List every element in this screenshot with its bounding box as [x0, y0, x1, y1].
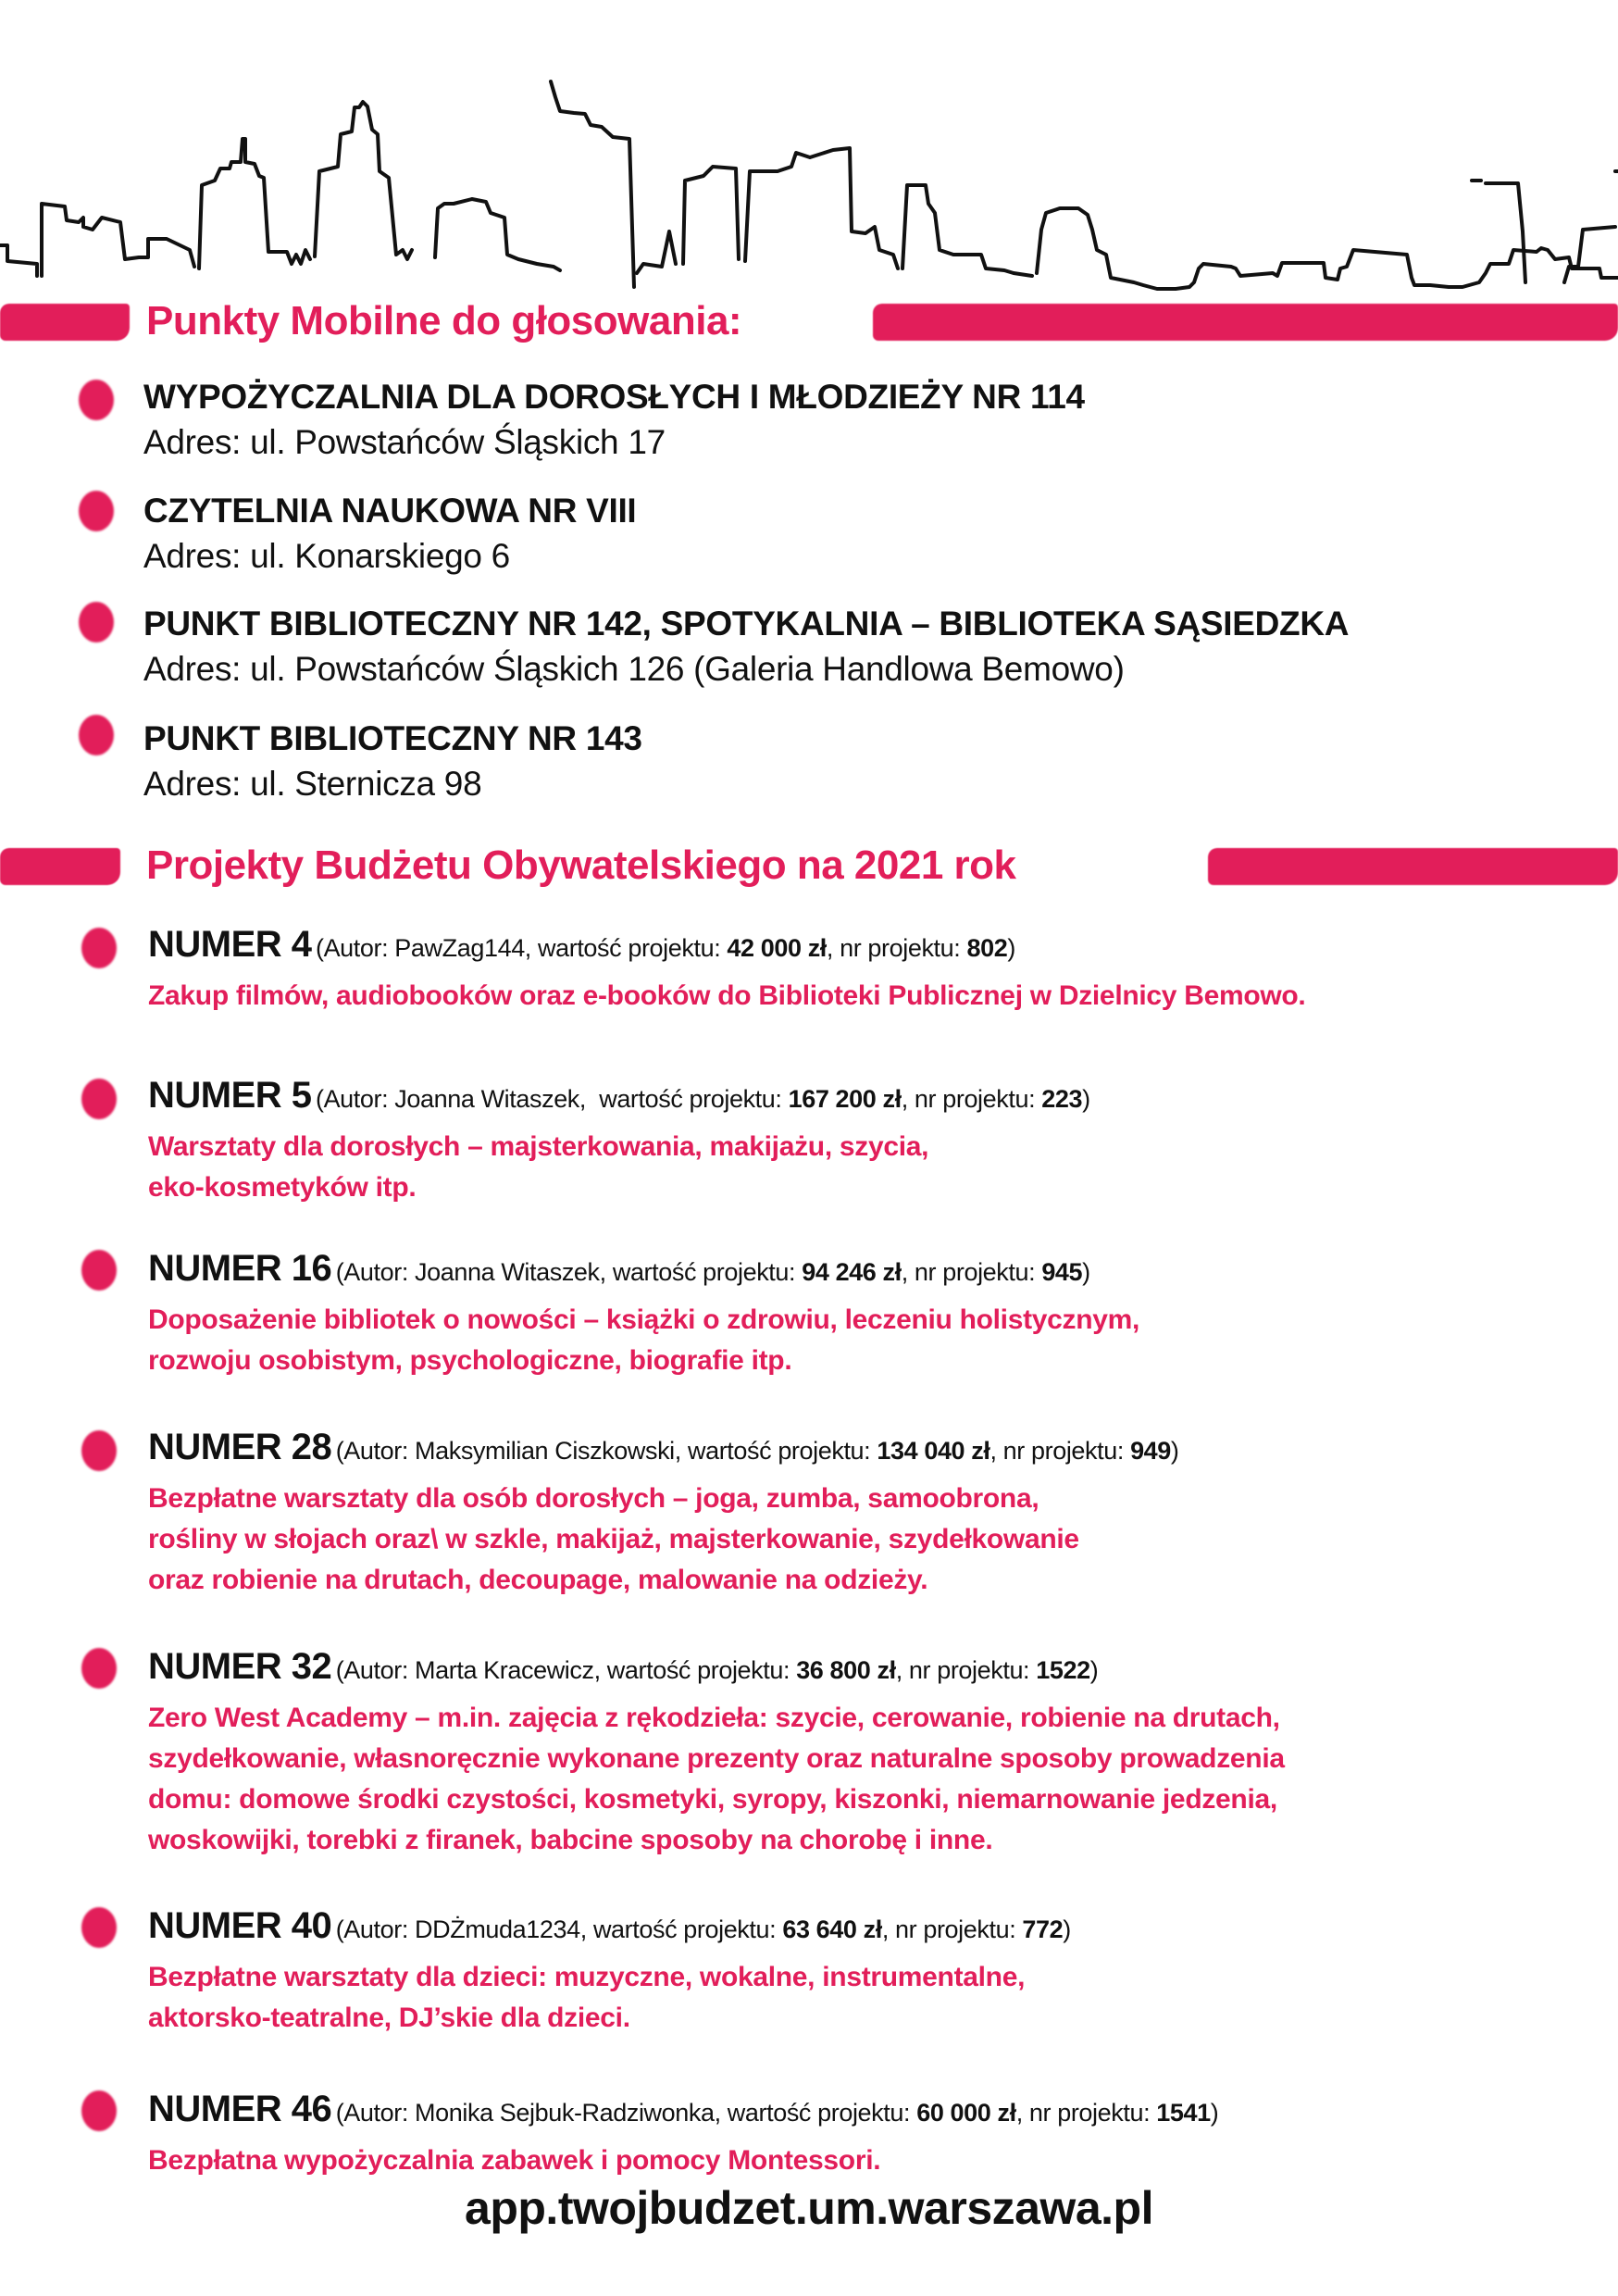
project-item	[148, 1903, 1592, 2039]
bullet-icon	[81, 1250, 117, 1291]
project-description: Zero West Academy – m.in. zajęcia z rękodzieła: szycie, cerowanie, robienie na drutach, szydełkowanie, własnoręcznie wykonane prezenty oraz naturalne sposoby prowadzenia domu: domowe środki czystości, kosmetyki, syropy, kiszonki, niemarnowanie jedzenia, woskowijki, torebki z firanek, babcine sposoby na chorobę i inne.	[148, 1703, 1285, 1855]
project-description: Warsztaty dla dorosłych – majsterkowania, makijażu, szycia, eko-kosmetyków itp.	[148, 1131, 929, 1203]
project-meta: (Autor: Maksymilian Ciszkowski, wartość projektu: 134 040 zł, nr projektu: 949)	[335, 1437, 1179, 1465]
project-number: NUMER 46	[148, 2089, 332, 2129]
project-item	[148, 1643, 1592, 1861]
bullet-icon	[81, 1907, 117, 1948]
point-address: Adres: ul. Sternicza 98	[143, 765, 482, 803]
project-item	[148, 1245, 1592, 1381]
section-title: Projekty Budżetu Obywatelskiego na 2021 rok	[146, 842, 1016, 888]
section-header-projects	[0, 842, 1618, 889]
project-description: Doposażenie bibliotek o nowości – książki o zdrowiu, leczeniu holistycznym, rozwoju osobistym, psychologiczne, biografie itp.	[148, 1304, 1140, 1376]
project-item	[148, 1424, 1592, 1601]
project-item	[148, 921, 1592, 1017]
project-number: NUMER 28	[148, 1427, 332, 1467]
project-number: NUMER 16	[148, 1248, 332, 1289]
project-meta: (Autor: Marta Kracewicz, wartość projektu: 36 800 zł, nr projektu: 1522)	[335, 1656, 1099, 1684]
bullet-icon	[81, 1430, 117, 1471]
project-description: Bezpłatne warsztaty dla dzieci: muzyczne, wokalne, instrumentalne, aktorsko-teatralne, DJ’skie dla dzieci.	[148, 1962, 1026, 2033]
point-name: PUNKT BIBLIOTECZNY NR 142, SPOTYKALNIA – BIBLIOTEKA SĄSIEDZKA	[143, 605, 1350, 643]
project-item	[148, 2086, 1592, 2181]
list-item	[143, 489, 1587, 580]
project-header	[148, 1072, 1592, 1127]
project-id: 1522	[1036, 1656, 1090, 1684]
brush-stroke-left	[0, 848, 120, 885]
project-meta: (Autor: Monika Sejbuk-Radziwonka, wartość projektu: 60 000 zł, nr projektu: 1541)	[335, 2099, 1219, 2127]
section-title: Punkty Mobilne do głosowania:	[146, 298, 742, 343]
project-item	[148, 1072, 1592, 1208]
project-number: NUMER 5	[148, 1075, 312, 1116]
project-header	[148, 921, 1592, 976]
project-header	[148, 1643, 1592, 1698]
point-name: PUNKT BIBLIOTECZNY NR 143	[143, 719, 642, 757]
project-header	[148, 2086, 1592, 2140]
project-header	[148, 1245, 1592, 1300]
project-meta: (Autor: Joanna Witaszek, wartość projektu: 167 200 zł, nr projektu: 223)	[315, 1085, 1090, 1113]
project-description: Zakup filmów, audiobooków oraz e-booków do Biblioteki Publicznej w Dzielnicy Bemowo.	[148, 980, 1306, 1011]
point-address: Adres: ul. Powstańców Śląskich 126 (Galeria Handlowa Bemowo)	[143, 650, 1125, 688]
brush-stroke-right	[1208, 848, 1618, 885]
project-id: 949	[1130, 1437, 1171, 1465]
bullet-icon	[81, 1648, 117, 1689]
project-value: 63 640 zł	[782, 1915, 882, 1943]
project-id: 1541	[1156, 2099, 1211, 2127]
project-value: 94 246 zł	[802, 1258, 902, 1286]
project-value: 60 000 zł	[916, 2099, 1016, 2127]
project-number: NUMER 40	[148, 1905, 332, 1946]
brush-stroke-left	[0, 304, 130, 341]
project-value: 42 000 zł	[727, 934, 827, 962]
project-id: 223	[1041, 1085, 1083, 1113]
project-meta: (Autor: Joanna Witaszek, wartość projektu: 94 246 zł, nr projektu: 945)	[335, 1258, 1090, 1286]
project-value: 167 200 zł	[788, 1085, 902, 1113]
project-meta: (Autor: DDŻmuda1234, wartość projektu: 63 640 zł, nr projektu: 772)	[335, 1915, 1071, 1943]
project-header	[148, 1903, 1592, 1957]
project-description: Bezpłatna wypożyczalnia zabawek i pomocy Montessori.	[148, 2145, 881, 2176]
bullet-icon	[81, 1079, 117, 1119]
project-value: 36 800 zł	[796, 1656, 896, 1684]
point-name: WYPOŻYCZALNIA DLA DOROSŁYCH I MŁODZIEŻY NR 114	[143, 378, 1085, 416]
bullet-icon	[79, 380, 114, 420]
bullet-icon	[79, 491, 114, 531]
footer-url-link[interactable]: app.twojbudzet.um.warszawa.pl	[465, 2182, 1153, 2234]
point-address: Adres: ul. Powstańców Śląskich 17	[143, 423, 666, 461]
project-number: NUMER 4	[148, 924, 312, 965]
project-header	[148, 1424, 1592, 1479]
section-header-points	[0, 298, 1618, 344]
warsaw-skyline-icon	[0, 19, 1618, 296]
project-id: 772	[1022, 1915, 1064, 1943]
bullet-icon	[81, 2090, 117, 2131]
brush-stroke-right	[873, 304, 1618, 341]
list-item	[143, 717, 1587, 807]
list-item	[143, 375, 1587, 466]
project-value: 134 040 zł	[877, 1437, 990, 1465]
list-item	[143, 602, 1587, 693]
point-name: CZYTELNIA NAUKOWA NR VIII	[143, 492, 637, 530]
bullet-icon	[79, 602, 114, 643]
bullet-icon	[81, 928, 117, 968]
project-id: 802	[966, 934, 1008, 962]
project-id: 945	[1041, 1258, 1083, 1286]
project-meta: (Autor: PawZag144, wartość projektu: 42 000 zł, nr projektu: 802)	[315, 934, 1015, 962]
project-number: NUMER 32	[148, 1646, 332, 1687]
project-description: Bezpłatne warsztaty dla osób dorosłych – joga, zumba, samoobrona, rośliny w słojach oraz\ w szkle, makijaż, majsterkowanie, szydełkowanie oraz robienie na drutach, decoupage, malowanie na odzieży.	[148, 1483, 1079, 1595]
point-address: Adres: ul. Konarskiego 6	[143, 537, 510, 575]
bullet-icon	[79, 715, 114, 755]
